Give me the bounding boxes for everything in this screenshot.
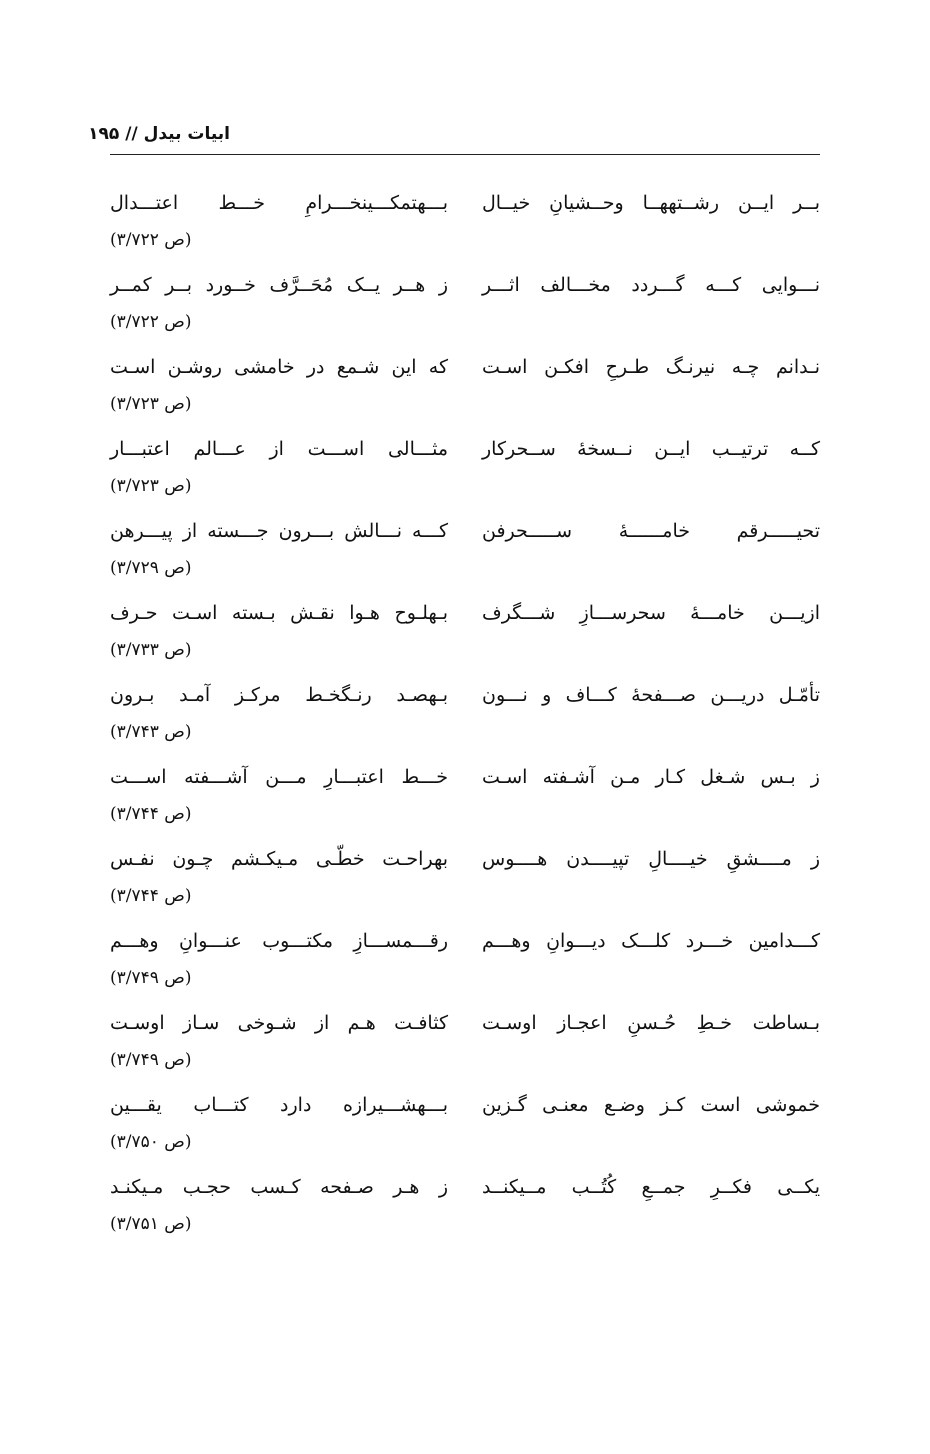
page-reference: (ص ۳/۷۲۳) <box>110 476 192 496</box>
first-hemistich: تحیـــــرقم خامــــــهٔ ســـــحرفن <box>482 520 820 542</box>
page-reference: (ص ۳/۷۳۳) <box>110 640 192 660</box>
first-hemistich: ازیـــن خامـــهٔ سحرســـازِ شـــگرف <box>482 602 820 624</box>
first-hemistich: ز بـس شـغل کـار مـن آشـفته اسـت <box>482 766 820 788</box>
first-hemistich: بــر ایــن رشــتههــا وحــشیانِ خیــال <box>482 192 820 214</box>
first-hemistich: تأمّـل دریـــن صـــفحهٔ کـــاف و نـــون <box>482 684 820 706</box>
second-hemistich: بهراحـت خطّـی مـیکـشم چـون نفـس <box>110 848 448 870</box>
page-reference: (ص ۳/۷۴۳) <box>110 722 192 742</box>
running-header <box>88 120 820 155</box>
verse-8 <box>110 754 820 836</box>
page-reference: (ص ۳/۷۲۲) <box>110 312 192 332</box>
first-hemistich: خموشی است کـز وضـع معنـی گـزین <box>482 1094 820 1116</box>
second-hemistich: بـهلـوح هـوا نقـش بـسته اسـت حـرف <box>110 602 448 624</box>
page-reference: (ص ۳/۷۲۲) <box>110 230 192 250</box>
first-hemistich: ز مــــشقِ خیــــالِ تپیــــدن هــــوس <box>482 848 820 870</box>
second-hemistich: خـــط اعتبـــارِ مـــن آشـــفته اســـت <box>110 766 448 788</box>
first-hemistich: یکــی فکــرِ جمــعِ کُتُــب مــیکنــد <box>482 1176 820 1198</box>
verse-13 <box>110 1164 820 1246</box>
first-hemistich: بـساطت خـطِ حُـسنِ اعجـاز اوسـت <box>482 1012 820 1034</box>
verse-10 <box>110 918 820 1000</box>
second-hemistich: کـــه نـــالش بـــرون جـــسته از پیـــرهن <box>110 520 448 542</box>
page-reference: (ص ۳/۷۴۹) <box>110 968 192 988</box>
verse-7 <box>110 672 820 754</box>
second-hemistich: ز هــر یــک مُحَــرَّف خــورد بــر کمــر <box>110 274 448 296</box>
header-title: ابیات بیدل // ۱۹۵ <box>88 124 230 144</box>
first-hemistich: نـــوایی کـــه گـــردد مخـــالف اثـــر <box>482 274 820 296</box>
verse-9 <box>110 836 820 918</box>
verse-11 <box>110 1000 820 1082</box>
verse-5 <box>110 508 820 590</box>
second-hemistich: مثـــالی اســـت از عـــالم اعتبـــار <box>110 438 448 460</box>
first-hemistich: کـــدامین خـــرد کلـــک دیـــوانِ وهـــم <box>482 930 820 952</box>
page-reference: (ص ۳/۷۴۴) <box>110 886 192 906</box>
first-hemistich: کــه ترتیــب ایــن نــسخهٔ ســحرکار <box>482 438 820 460</box>
second-hemistich: بـــهشـــیرازه دارد کتـــاب یقـــین <box>110 1094 448 1116</box>
verse-2 <box>110 262 820 344</box>
page-reference: (ص ۳/۷۵۰) <box>110 1132 192 1152</box>
page-reference: (ص ۳/۷۲۳) <box>110 394 192 414</box>
page-reference: (ص ۳/۷۴۹) <box>110 1050 192 1070</box>
second-hemistich: ز هـر صـفحه کـسب حجـب مـیکنـد <box>110 1176 448 1198</box>
first-hemistich: نـدانم چـه نیرنـگ طـرحِ افکـن اسـت <box>482 356 820 378</box>
page-reference: (ص ۳/۷۴۴) <box>110 804 192 824</box>
verse-4 <box>110 426 820 508</box>
page-reference: (ص ۳/۷۵۱) <box>110 1214 192 1234</box>
second-hemistich: بـهصـد رنـگخـط مرکـز آمـد بـرون <box>110 684 448 706</box>
second-hemistich: که این شـمع در خامشی روشـن اسـت <box>110 356 448 378</box>
verse-12 <box>110 1082 820 1164</box>
second-hemistich: بـــهتمکـــینخـــرامِ خـــط اعتـــدال <box>110 192 448 214</box>
verse-list <box>110 180 820 1246</box>
verse-6 <box>110 590 820 672</box>
second-hemistich: کثافـت هـم از شـوخی سـاز اوسـت <box>110 1012 448 1034</box>
second-hemistich: رقـــمســـازِ مکتـــوب عنـــوانِ وهـــم <box>110 930 448 952</box>
verse-1 <box>110 180 820 262</box>
page-reference: (ص ۳/۷۲۹) <box>110 558 192 578</box>
verse-3 <box>110 344 820 426</box>
